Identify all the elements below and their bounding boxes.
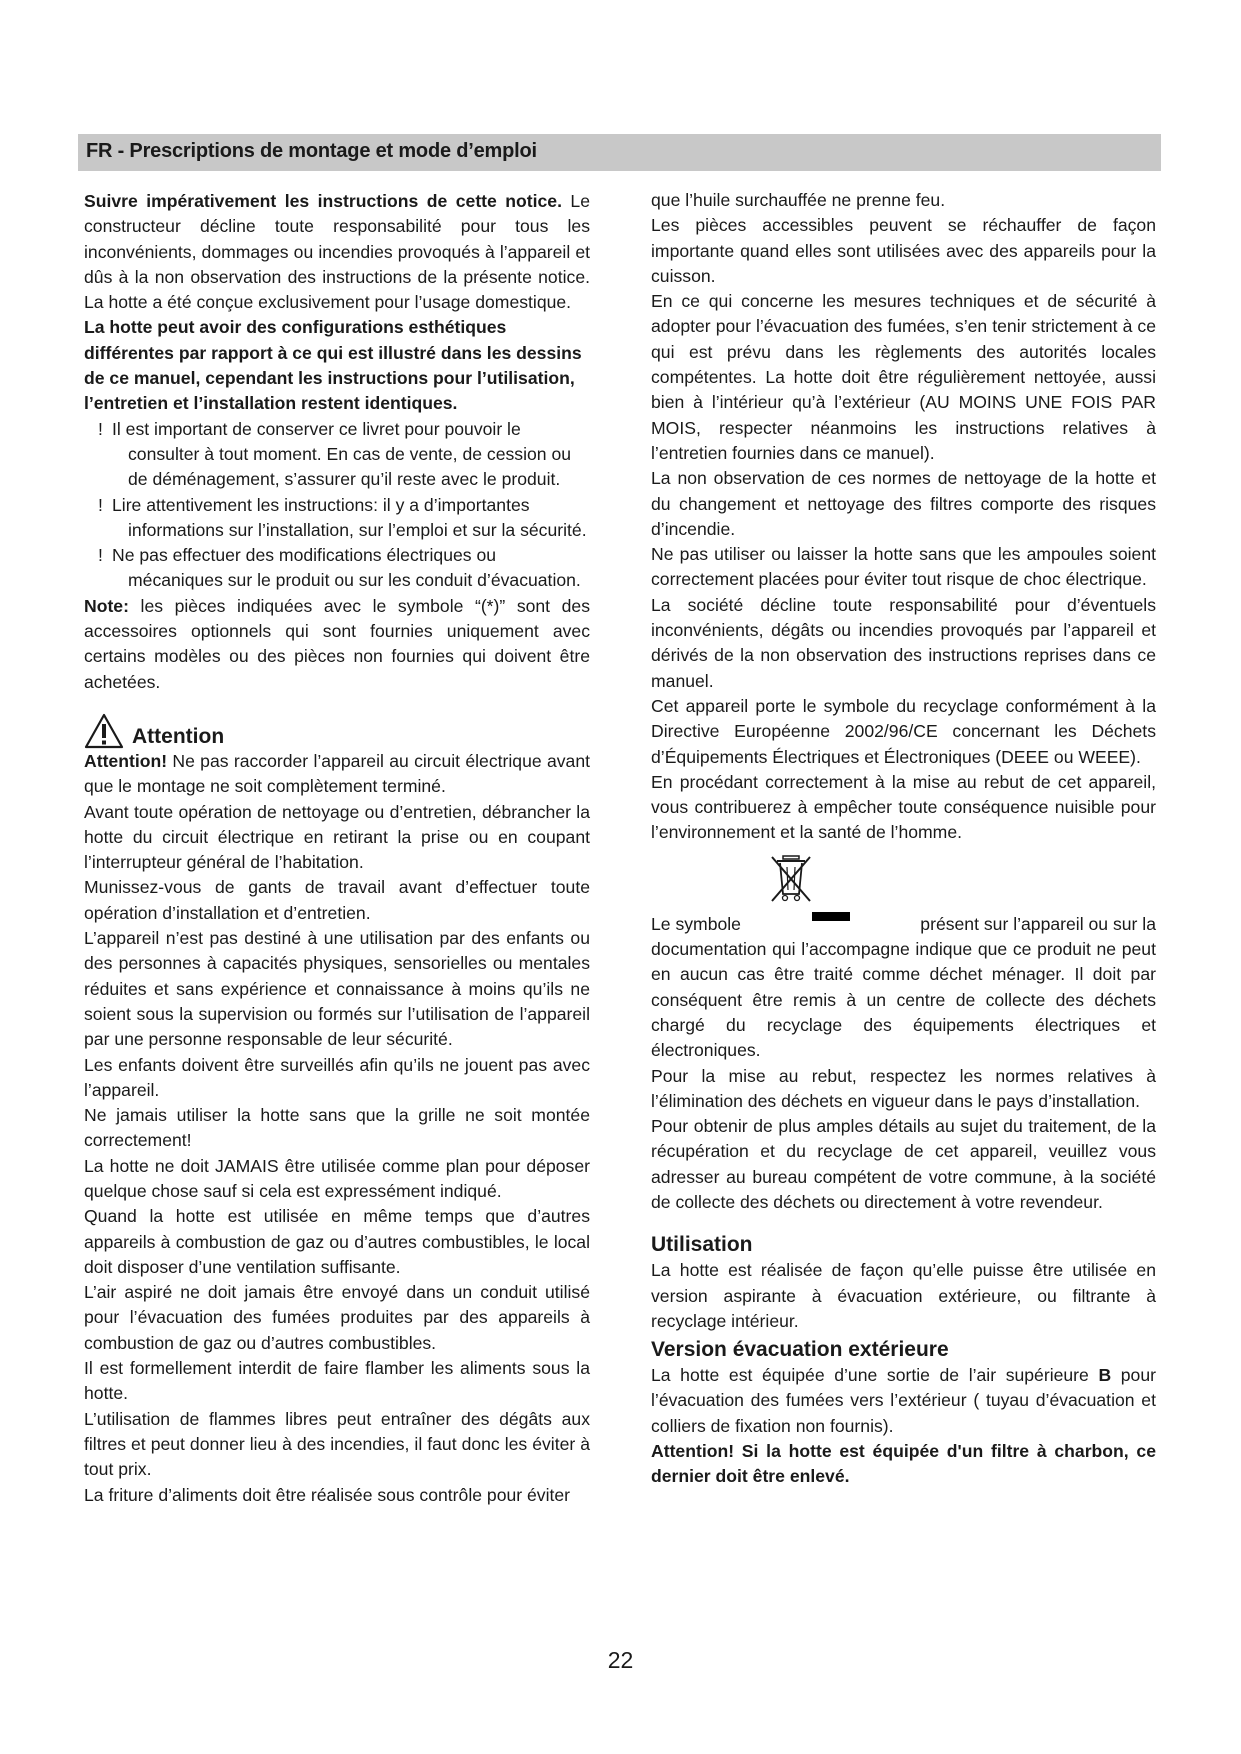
body-paragraph: La friture d’aliments doit être réalisée sous contrôle pour éviter	[84, 1484, 571, 1505]
bullet-text: Il est important de conserver ce livret pour pouvoir le consulter à tout moment. En cas de vente, de cession ou de déménagement, s’assurer qu’il reste avec le produit.	[112, 418, 572, 490]
section-header-bar	[78, 134, 1161, 171]
body-paragraph: Cet appareil porte le symbole du recyclage conformément à la Directive Européenne 2002/96/CE concernant les Déchets d’Équipements Électriques et Électroniques (DEEE ou WEEE).	[651, 695, 1156, 767]
body-paragraph: L’utilisation de flammes libres peut entraîner des dégâts aux filtres et peut donner lieu à des incendies, il faut donc les éviter à tout prix.	[84, 1408, 590, 1480]
body-paragraph: L’appareil n’est pas destiné à une utilisation par des enfants ou des personnes à capacités physiques, sensorielles ou mentales réduites et sans expérience et connaissance à moins qu’ils ne soient sous la supervision ou formés sur l’utilisation de l’appareil par une personne responsable de leur sécurité.	[84, 928, 590, 1050]
body-paragraph: L’air aspiré ne doit jamais être envoyé dans un conduit utilisé pour l’évacuation des fumées produites par des appareils à combustion de gaz ou d’autres combustibles.	[84, 1282, 590, 1353]
body-paragraph: Les pièces accessibles peuvent se réchauffer de façon importante quand elles sont utilisées avec des appareils pour la cuisson.	[651, 215, 1156, 286]
attention-label: Attention!	[84, 750, 168, 771]
attention-text: Ne pas raccorder l’appareil au circuit électrique avant que le montage ne soit complètement terminé.	[84, 750, 590, 797]
intro-bold: Suivre impérativement les instructions de cette notice.	[84, 191, 562, 211]
version-text-c: pour l’évacuation des fumées vers l’extérieur ( tuyau d’évacuation et colliers de fixation non fournis).	[651, 1365, 1156, 1436]
weee-symbol-area	[651, 846, 1156, 912]
body-paragraph: Ne pas utiliser ou laisser la hotte sans que les ampoules soient correctement placées pour éviter tout risque de choc électrique.	[651, 544, 1156, 590]
attention-heading	[84, 707, 590, 749]
bullet-mark: !	[98, 494, 103, 515]
body-paragraph: En ce qui concerne les mesures techniques et de sécurité à adopter pour l’évacuation des fumées, s’en tenir strictement à ce qui est prévu dans les règlements des autorités locales compétentes. La hotte doit être régulièrement nettoyée, aussi bien à l’intérieur qu’à l’extérieur (AU MOINS UNE FOIS PAR MOIS, respecter néanmoins les instructions relatives à l’entretien fournies dans ce manuel).	[651, 291, 1156, 463]
final-warning: Attention! Si la hotte est équipée d'un filtre à charbon, ce dernier doit être enlevé.	[651, 1441, 1156, 1487]
body-paragraph: La hotte ne doit JAMAIS être utilisée comme plan pour déposer quelque chose sauf si cela est expressément indiqué.	[84, 1155, 590, 1201]
section-header-title: FR - Prescriptions de montage et mode d’emploi	[86, 140, 537, 162]
body-paragraph: Pour la mise au rebut, respectez les normes relatives à l’élimination des déchets en vigueur dans le pays d’installation.	[651, 1065, 1156, 1111]
bullet-text: Lire attentivement les instructions: il y a d’importantes informations sur l’installation, sur l’emploi et sur la sécurité.	[112, 494, 587, 540]
attention-paragraph	[84, 749, 590, 800]
body-paragraph: Munissez-vous de gants de travail avant d’effectuer toute opération d’installation et d’entretien.	[84, 877, 590, 923]
bullet-item	[84, 543, 590, 594]
warning-icon	[84, 713, 124, 749]
intro-text: Le constructeur décline toute responsabilité pour tous les inconvénients, dommages ou incendies provoqués à l’appareil et dûs à la non observation des instructions de la présente notice. La hotte a été conçue exclusivement pour l’usage domestique.	[84, 191, 590, 313]
bullet-mark: !	[98, 418, 103, 439]
body-paragraph: Il est formellement interdit de faire flamber les aliments sous la hotte.	[84, 1358, 590, 1404]
body-paragraph: documentation qui l’accompagne indique que ce produit ne peut en aucun cas être traité comme déchet ménager. Il doit par conséquent être remis à un centre de collecte des déchets chargé du recyclage des équipements électriques et électroniques.	[651, 939, 1156, 1061]
bullet-item	[84, 493, 590, 544]
version-title: Version évacuation extérieure	[651, 1338, 949, 1362]
bullet-mark: !	[98, 545, 103, 566]
intro-paragraph	[84, 189, 590, 315]
body-paragraph: Pour obtenir de plus amples détails au sujet du traitement, de la récupération et du recyclage de cet appareil, veuillez vous adresser au bureau compétent de votre commune, à la société de collecte des déchets ou directement à votre revendeur.	[651, 1116, 1156, 1212]
attention-heading-label: Attention	[132, 724, 225, 748]
symbol-mid-text: présent sur l’appareil ou sur la	[920, 913, 1156, 934]
right-column	[651, 188, 1156, 1490]
note-paragraph	[84, 594, 590, 695]
body-paragraph: En procédant correctement à la mise au rebut de cet appareil, vous contribuerez à empêcher toute conséquence nuisible pour l’environnement et la santé de l’homme.	[651, 771, 1156, 843]
crossed-bin-icon	[769, 854, 813, 904]
bullet-item	[84, 417, 590, 493]
note-text: les pièces indiquées avec le symbole “(*)” sont des accessoires optionnels qui sont fournies uniquement avec certains modèles ou des pièces non fournies qui doivent être achetées.	[84, 595, 590, 692]
body-paragraph: Avant toute opération de nettoyage ou d’entretien, débrancher la hotte du circuit électrique en retirant la prise ou en coupant l’interrupteur général de l’habitation.	[84, 801, 590, 873]
body-paragraph: La société décline toute responsabilité pour d’éventuels inconvénients, dégâts ou incendies provoqués par l’appareil et dérivés de la non observation des instructions reprises dans ce manuel.	[651, 594, 1156, 691]
config-notice: La hotte peut avoir des configurations esthétiques différentes par rapport à ce qui est illustré dans les dessins de ce manuel, cependant les instructions pour l’utilisation, l’entretien et l’installation restent identiques.	[84, 317, 582, 414]
note-label: Note:	[84, 595, 129, 616]
page-number: 22	[607, 1647, 634, 1673]
utilisation-paragraph: La hotte est réalisée de façon qu’elle puisse être utilisée en version aspirante à évacuation extérieure, ou filtrante à recyclage intérieur.	[651, 1260, 1156, 1331]
symbol-line	[651, 912, 1156, 937]
body-paragraph: que l’huile surchauffée ne prenne feu.	[651, 190, 946, 210]
body-paragraph: Les enfants doivent être surveillés afin qu’ils ne jouent pas avec l’appareil.	[84, 1054, 590, 1100]
left-column	[84, 189, 590, 1508]
black-bar-icon	[812, 912, 850, 921]
body-paragraph: Ne jamais utiliser la hotte sans que la grille ne soit montée correctement!	[84, 1105, 590, 1151]
version-text-a: La hotte est équipée d’une sortie de l’air supérieure	[651, 1365, 1099, 1386]
body-paragraph: Quand la hotte est utilisée en même temps que d’autres appareils à combustion de gaz ou d’autres combustibles, le local doit disposer d’une ventilation suffisante.	[84, 1206, 590, 1277]
utilisation-title: Utilisation	[651, 1233, 753, 1257]
body-paragraph: La non observation de ces normes de nettoyage de la hotte et du changement et nettoyage des filtres comporte des risques d’incendie.	[651, 468, 1156, 539]
symbol-left-text: Le symbole	[651, 913, 741, 934]
version-text-b: B	[1098, 1365, 1112, 1386]
version-paragraph	[651, 1363, 1156, 1439]
bullet-text: Ne pas effectuer des modifications électriques ou mécaniques sur le produit ou sur les conduit d’évacuation.	[112, 545, 581, 591]
